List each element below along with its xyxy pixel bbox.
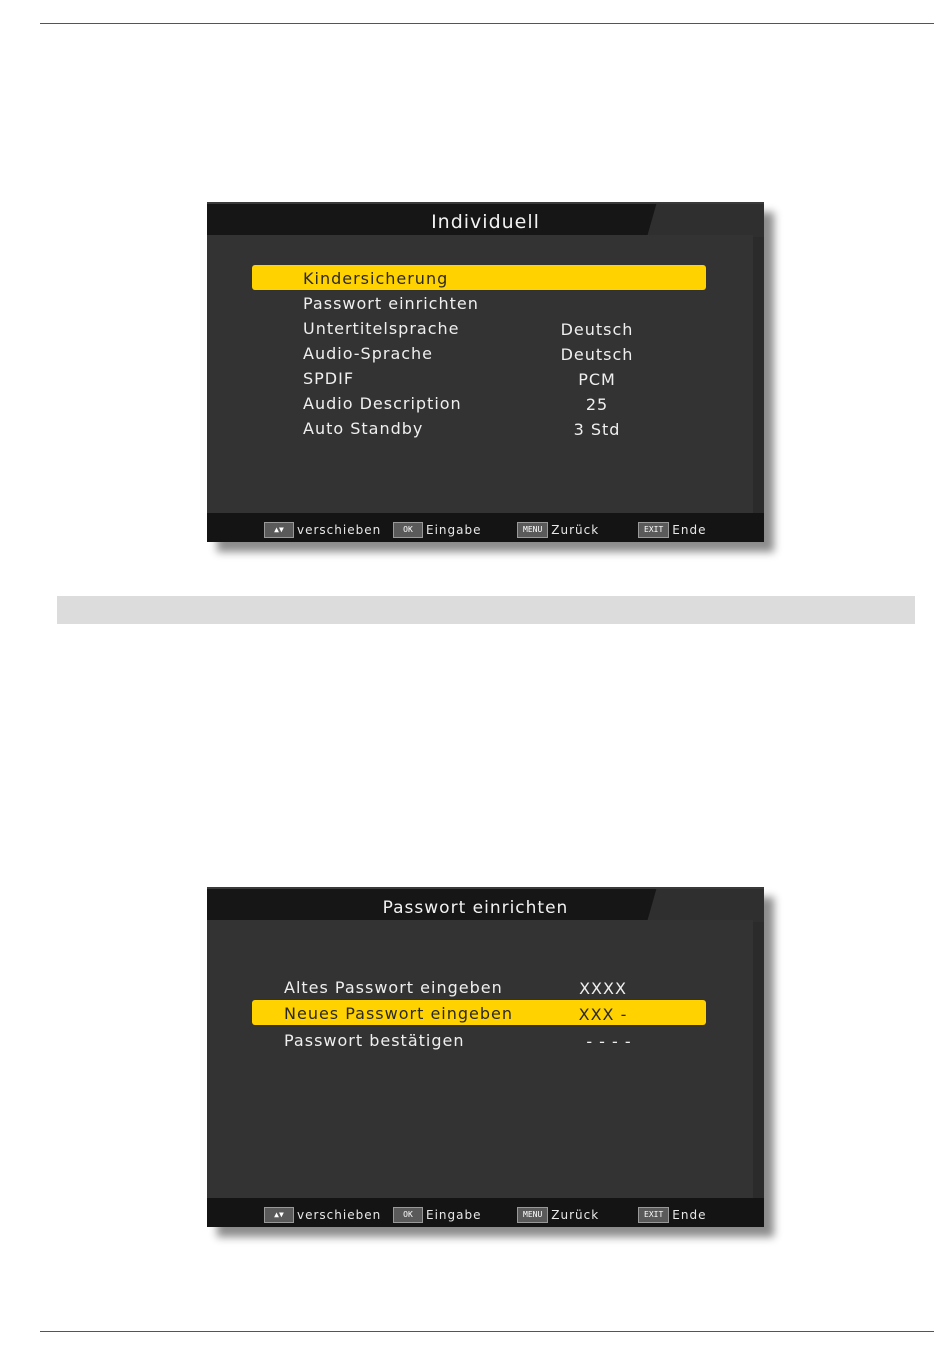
tv-screen-individuell — [207, 202, 764, 542]
input-passwort-bestaetigen[interactable]: - - - - — [586, 1032, 632, 1051]
hint-menu — [517, 522, 599, 538]
ok-key-icon: OK — [393, 522, 423, 538]
hint-ok — [393, 522, 482, 538]
hint-exit — [638, 522, 706, 538]
exit-key-icon: EXIT — [638, 522, 669, 538]
key-hint-bar — [207, 513, 764, 542]
exit-key-icon: EXIT — [638, 1207, 669, 1223]
menu-item-auto-standby[interactable]: Auto Standby — [303, 419, 424, 438]
hint-label: Zurück — [551, 1208, 600, 1222]
hint-label: Eingabe — [426, 1208, 482, 1222]
top-rule — [40, 23, 934, 24]
menu-item-untertitelsprache[interactable]: Untertitelsprache — [303, 319, 460, 338]
screen-title: Passwort einrichten — [382, 898, 569, 918]
screen-title: Individuell — [431, 211, 540, 233]
label-altes-passwort: Altes Passwort eingeben — [284, 978, 503, 997]
hint-label: Zurück — [551, 523, 600, 537]
tv-screen-passwort — [207, 887, 764, 1227]
label-neues-passwort: Neues Passwort eingeben — [284, 1004, 514, 1023]
value-untertitelsprache: Deutsch — [560, 320, 634, 339]
label-passwort-bestaetigen: Passwort bestätigen — [284, 1031, 465, 1050]
ok-key-icon: OK — [393, 1207, 423, 1223]
value-audio-sprache: Deutsch — [560, 345, 634, 364]
hint-ok — [393, 1207, 482, 1223]
value-auto-standby: 3 Std — [573, 420, 621, 439]
screen-header — [207, 887, 764, 920]
input-altes-passwort[interactable]: XXXX — [579, 979, 627, 998]
input-neues-passwort[interactable]: XXX - — [578, 1005, 628, 1024]
value-audio-description: 25 — [585, 395, 609, 414]
menu-item-audio-description[interactable]: Audio Description — [303, 394, 462, 413]
menu-item-passwort-einrichten[interactable]: Passwort einrichten — [303, 294, 479, 313]
menu-key-icon: MENU — [517, 1207, 548, 1223]
menu-item-audio-sprache[interactable]: Audio-Sprache — [303, 344, 434, 363]
hint-label: Eingabe — [426, 523, 482, 537]
hint-label: verschieben — [297, 523, 382, 537]
menu-item-spdif[interactable]: SPDIF — [303, 369, 355, 388]
hint-menu — [517, 1207, 599, 1223]
menu-key-icon: MENU — [517, 522, 548, 538]
screen-header — [207, 202, 764, 235]
section-heading-bar — [57, 596, 915, 624]
value-spdif: PCM — [578, 370, 616, 389]
bottom-rule — [40, 1331, 934, 1332]
hint-label: verschieben — [297, 1208, 382, 1222]
menu-panel — [207, 235, 753, 513]
arrow-updown-icon: ▲▼ — [264, 522, 294, 538]
hint-label: Ende — [672, 523, 707, 537]
hint-navigate — [264, 522, 381, 538]
password-panel — [207, 920, 753, 1198]
hint-exit — [638, 1207, 706, 1223]
hint-label: Ende — [672, 1208, 707, 1222]
arrow-updown-icon: ▲▼ — [264, 1207, 294, 1223]
menu-item-kindersicherung[interactable]: Kindersicherung — [303, 269, 449, 288]
key-hint-bar — [207, 1198, 764, 1227]
hint-navigate — [264, 1207, 381, 1223]
